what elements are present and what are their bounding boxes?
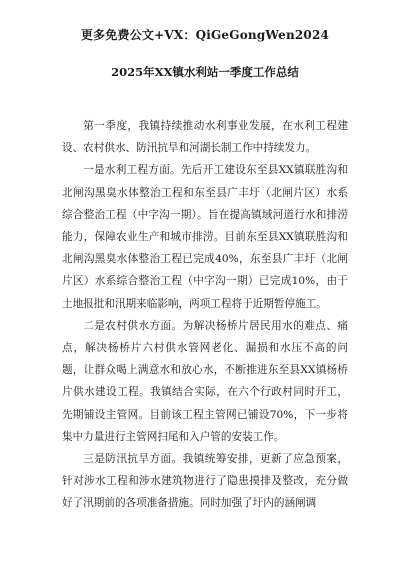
- document-title: 2025年XX镇水利站一季度工作总结: [111, 65, 299, 79]
- document-body: [62, 115, 348, 515]
- promo-banner: 更多免费公文+VX：QiGeGongWen2024: [80, 28, 330, 42]
- paragraph-flood-drought-control: 三是防汛抗旱方面。我镇统筹安排，更新了应急预案，针对涉水工程和涉水建筑物进行了隐患摸排及整改，充分做好了汛期前的各项准备措施。同时加强了圩内的涵闸调: [62, 453, 348, 510]
- paragraph-intro: 第一季度，我镇持续推动水利事业发展，在水利工程建设、农村供水、防汛抗旱和河湖长制工作中持续发力。: [62, 120, 348, 155]
- paragraph-water-projects: 一是水利工程方面。先后开工建设东至县XX镇联胜沟和北闸沟黑臭水体整治工程和东至县广丰圩（北闸片区）水系综合整治工程（中字沟一期）。旨在提高镇域河道行水和排涝能力，保障农业生产和城市排涝。目前东至县XX镇联胜沟和北闸沟黑臭水体整治工程已完成40%，东至县广丰圩（北闸片区）水系综合整治工程（中字沟一期）已完成10%，由于土地报批和汛期来临影响，两项工程将于近期暂停施工。: [62, 164, 348, 310]
- paragraph-rural-water-supply: 二是农村供水方面。为解决杨桥片居民用水的难点、痛点，解决杨桥片六村供水管网老化、漏损和水压不高的问题，让群众喝上满意水和放心水，不断推进东至县XX镇杨桥片供水建设工程。我镇结合实际，在六个行政村同时开工，先期铺设主管网。目前该工程主管网已铺设70%，下一步将集中力量进行主管网扫尾和入户管的安装工作。: [62, 319, 348, 443]
